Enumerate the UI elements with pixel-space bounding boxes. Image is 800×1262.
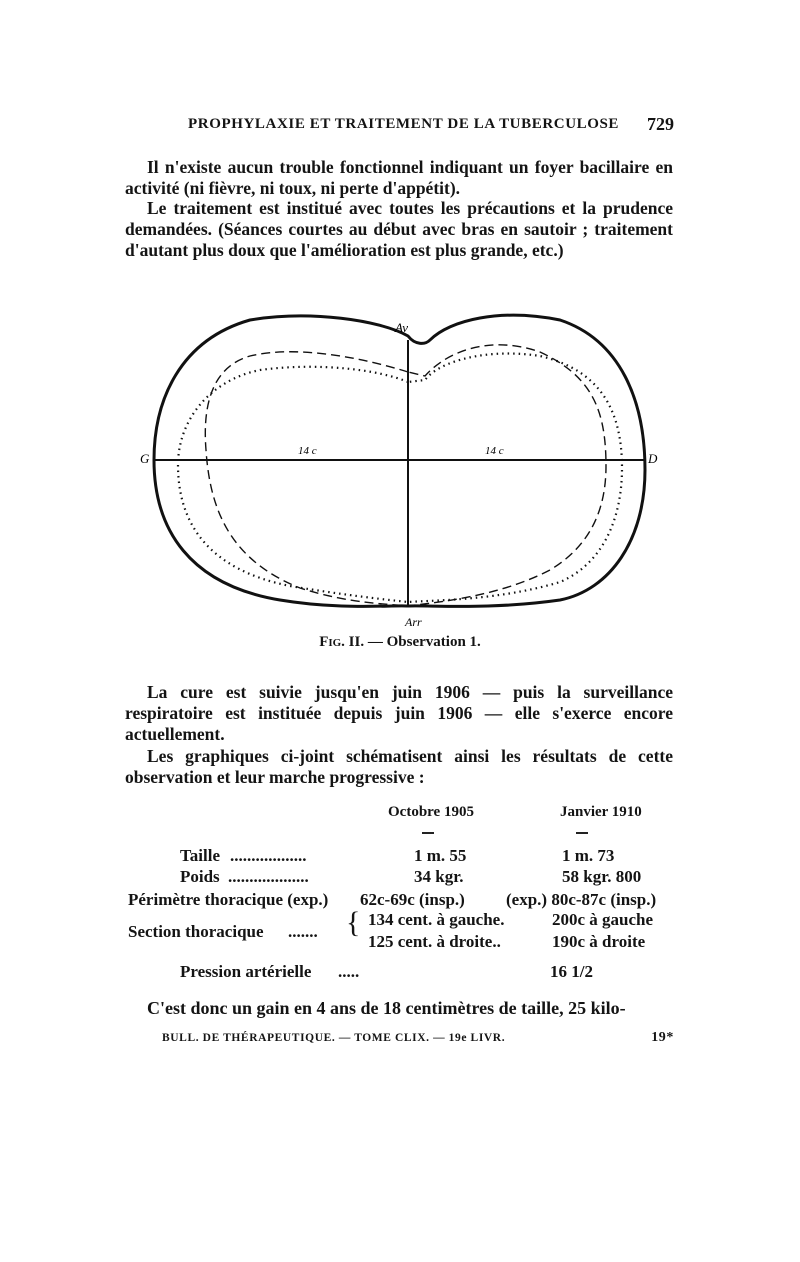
perimetre-1910: (exp.) 80c-87c (insp.)	[506, 890, 657, 909]
pression-1910: 16 1/2	[550, 962, 593, 981]
running-title: PROPHYLAXIE ET TRAITEMENT DE LA TUBERCULOSE	[188, 116, 620, 132]
poids-1905: 34 kgr.	[414, 867, 464, 886]
row-label-taille: Taille	[180, 846, 220, 865]
running-header	[188, 116, 674, 138]
taille-1905: 1 m. 55	[414, 846, 467, 865]
footer-left: BULL. DE THÉRAPEUTIQUE. — TOME CLIX. — 19e LIVR.	[162, 1032, 506, 1044]
label-right-half: 14 c	[485, 445, 504, 457]
thorax-diagram	[140, 300, 680, 630]
closing-line: C'est donc un gain en 4 ans de 18 centimètres de taille, 25 kilo-	[147, 998, 626, 1018]
col-header-1905: Octobre 1905	[388, 804, 474, 820]
col-dash-2	[576, 832, 588, 834]
dotted-contour	[178, 353, 622, 602]
row-leader: .....	[338, 962, 360, 981]
row-label-perimetre: Périmètre thoracique (exp.)	[128, 890, 329, 909]
row-label-pression: Pression artérielle	[180, 962, 312, 981]
paragraph-3: La cure est suivie jusqu'en juin 1906 — puis la surveillance respiratoire est instituée depuis juin 1906 — elle s'exerce encore actuellement.	[125, 682, 673, 744]
caption-text: — Observation 1.	[367, 634, 481, 650]
caption-fig-number: Fig. II.	[319, 634, 365, 650]
section-1910-left: 200c à gauche	[552, 910, 654, 929]
row-label-section: Section thoracique	[128, 922, 264, 941]
row-label-poids: Poids	[180, 867, 220, 886]
paragraph-4: Les graphiques ci-joint schématisent ainsi les résultats de cette observation et leur marche progressive :	[125, 746, 673, 787]
section-1905-left: 134 cent. à gauche.	[368, 910, 505, 929]
taille-1910: 1 m. 73	[562, 846, 615, 865]
page-number: 729	[647, 114, 674, 134]
dashed-contour	[205, 345, 606, 606]
thorax-section-figure	[140, 300, 680, 630]
footer-right: 19*	[651, 1030, 674, 1045]
page-footer	[162, 1030, 674, 1050]
perimetre-1905: 62c-69c (insp.)	[360, 890, 465, 909]
label-right: D	[648, 451, 658, 466]
label-front: Av	[395, 320, 408, 335]
figure-caption	[0, 634, 800, 651]
label-left: G	[140, 451, 150, 466]
paragraph-2: Le traitement est institué avec toutes les précautions et la prudence demandées. (Séances courtes au début avec bras en sautoir ; traitement d'autant plus doux que l'amélioration est plus grande, etc.)	[125, 198, 673, 260]
row-leader: .......	[288, 922, 318, 941]
brace: {	[346, 906, 361, 939]
row-leader: ...................	[228, 867, 309, 886]
row-leader: ..................	[230, 846, 307, 865]
col-dash-1	[422, 832, 434, 834]
section-1910-right: 190c à droite	[552, 932, 646, 951]
section-1905-right: 125 cent. à droite..	[368, 932, 501, 951]
col-header-1910: Janvier 1910	[560, 804, 642, 820]
paragraph-1: Il n'existe aucun trouble fonctionnel indiquant un foyer bacillaire en activité (ni fièvre, ni toux, ni perte d'appétit).	[125, 157, 673, 198]
label-back: Arr	[405, 615, 422, 629]
poids-1910: 58 kgr. 800	[562, 867, 642, 886]
label-left-half: 14 c	[298, 445, 317, 457]
